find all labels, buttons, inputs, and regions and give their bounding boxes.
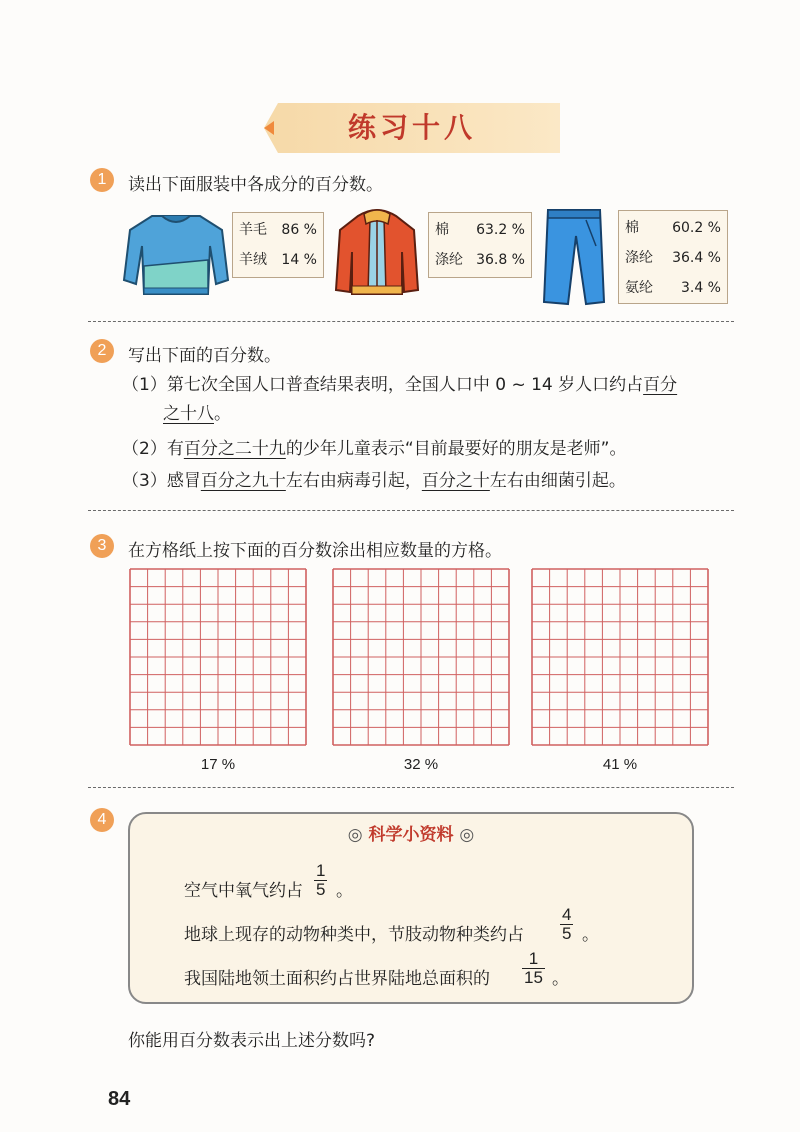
exercise-2-item-2 [122,439,626,459]
underlined-answer: 百分之九十 [200,471,286,491]
fiber-percent: 86 % [281,222,317,238]
exercise-4-question: 你能用百分数表示出上述分数吗? [128,1031,376,1051]
fraction-numerator: 1 [522,950,545,969]
exercise-number-1: 1 [90,168,114,192]
exercise-number-3: 3 [90,534,114,558]
composition-row [625,273,721,303]
card-line-3: 我国陆地领土面积约占世界陆地总面积的 [184,969,490,989]
underlined-answer: 之十八 [163,404,214,424]
fraction-denominator: 5 [562,924,572,943]
item-text: （1）第七次全国人口普查结果表明，全国人口中 0 ~ 14 岁人口约占 [122,375,644,395]
card-title-text: 科学小资料 [368,825,454,845]
fiber-name: 棉 [435,222,449,238]
fiber-name: 涤纶 [625,250,653,266]
grid-label-1: 17 % [200,756,236,773]
exercise-2-prompt: 写出下面的百分数。 [128,346,281,366]
item-text: 左右由病毒引起， [285,471,422,491]
card-line-1-end: 。 [336,881,353,901]
composition-row [625,213,721,243]
exercise-2-item-1 [122,375,677,395]
fraction-denominator: 5 [316,880,326,899]
item-text: 。 [214,404,231,424]
page-title: 练习十八 [347,111,476,144]
sweater-image [122,210,230,298]
item-text: （2）有 [122,439,184,459]
fiber-name: 氨纶 [625,280,653,296]
item-text: 左右由细菌引起。 [489,471,626,491]
jacket-image [334,206,420,298]
pants-image [538,206,610,306]
fraction-3 [522,950,545,987]
sweater-composition [232,212,324,278]
fraction-2 [560,906,573,943]
composition-row [625,243,721,273]
ring-icon: ◎ [347,825,363,845]
fiber-percent: 63.2 % [476,222,525,238]
exercise-2-item-1-cont [163,404,231,424]
title-banner [264,103,560,153]
item-text: （3）感冒 [122,471,201,491]
underlined-answer: 百分之二十九 [183,439,286,459]
fiber-name: 涤纶 [435,252,463,268]
card-line-2-end: 。 [582,925,599,945]
underlined-answer: 百分 [643,375,678,395]
pants-composition [618,210,728,304]
underlined-answer: 百分之十 [421,471,490,491]
exercise-number-2: 2 [90,339,114,363]
exercise-2-item-3 [122,471,626,491]
fiber-name: 羊绒 [239,252,267,268]
fraction-denominator: 15 [524,968,543,987]
card-line-2: 地球上现存的动物种类中，节肢动物种类约占 [184,925,524,945]
fiber-name: 棉 [625,220,639,236]
fraction-1 [314,862,327,899]
card-line-3-end: 。 [552,969,569,989]
fiber-percent: 14 % [281,252,317,268]
fiber-percent: 36.4 % [672,250,721,266]
page-number: 84 [108,1088,131,1110]
exercise-1-prompt: 读出下面服装中各成分的百分数。 [128,175,383,195]
grid-paper-2[interactable] [332,568,510,746]
jacket-composition [428,212,532,278]
section-divider [88,321,734,322]
fraction-numerator: 4 [562,905,572,924]
grid-paper-1[interactable] [129,568,307,746]
grid-label-2: 32 % [403,756,439,773]
fiber-name: 羊毛 [239,222,267,238]
section-divider [88,510,734,511]
card-title [128,820,694,845]
composition-row [435,215,525,245]
fiber-percent: 3.4 % [680,280,721,296]
grid-label-3: 41 % [602,756,638,773]
card-line-1: 空气中氧气约占 [184,881,303,901]
exercise-number-4: 4 [90,808,114,832]
fraction-numerator: 1 [316,861,326,880]
ring-icon: ◎ [459,825,475,845]
fiber-percent: 36.8 % [476,252,525,268]
composition-row [435,245,525,275]
composition-row [239,215,317,245]
exercise-3-prompt: 在方格纸上按下面的百分数涂出相应数量的方格。 [128,541,502,561]
section-divider [88,787,734,788]
grid-paper-3[interactable] [531,568,709,746]
fiber-percent: 60.2 % [672,220,721,236]
composition-row [239,245,317,275]
item-text: 的少年儿童表示“目前最要好的朋友是老师”。 [285,439,627,459]
